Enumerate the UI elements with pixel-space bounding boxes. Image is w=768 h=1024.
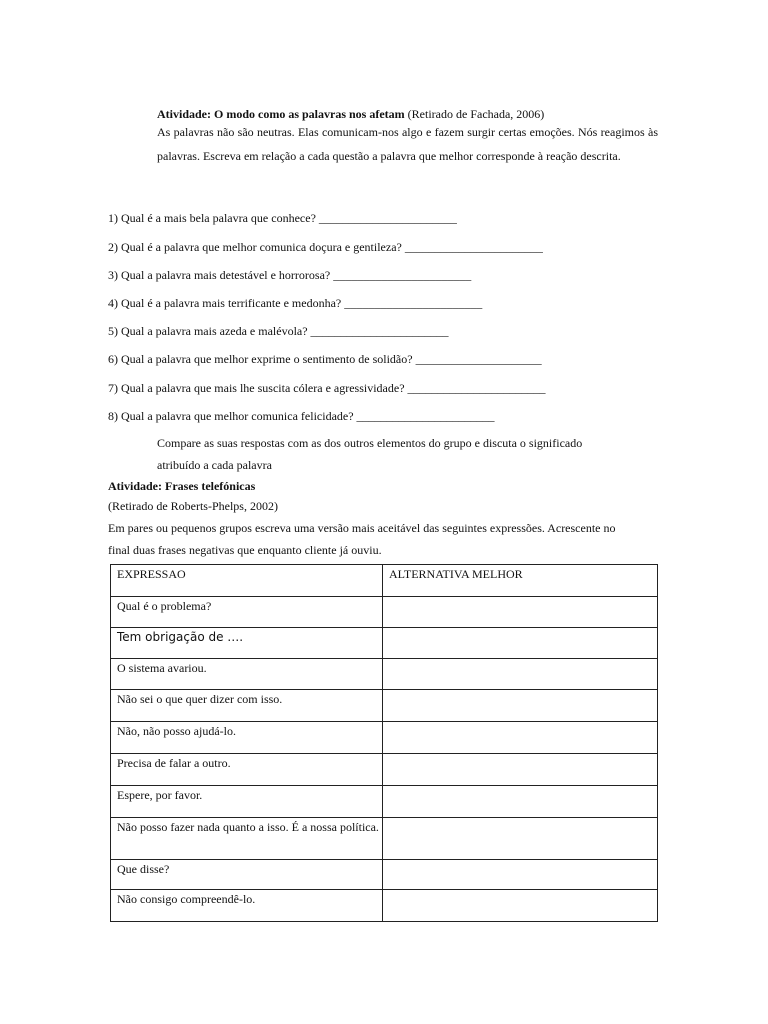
question-item: 7) Qual a palavra que mais lhe suscita cólera e agressividade? _______________________ [108,381,546,395]
question-item: 6) Qual a palavra que melhor exprime o sentimento de solidão? _____________________ [108,352,542,366]
table-header-row [111,565,658,597]
table-cell-alternative[interactable] [383,597,658,628]
activity2-title: Atividade: Frases telefónicas [108,479,256,493]
activity2-source: (Retirado de Roberts-Phelps, 2002) [108,499,278,513]
question-item: 5) Qual a palavra mais azeda e malévola? _______________________ [108,324,449,338]
question-item: 1) Qual é a mais bela palavra que conhece? _______________________ [108,211,457,225]
activity1-intro: As palavras não são neutras. Elas comunicam-nos algo e fazem surgir certas emoções. Nós reagimos às palavras. Escreva em relação a cada questão a palavra que melhor corresponde à reação descrita. [157,125,658,163]
table-cell-expression: Precisa de falar a outro. [111,754,383,786]
table-row [111,597,658,628]
activity2-instructions-line1: Em pares ou pequenos grupos escreva uma versão mais aceitável das seguintes expressões. Acrescente no [108,521,616,535]
table-row [111,818,658,860]
table-row [111,860,658,890]
table-cell-alternative[interactable] [383,659,658,690]
table-cell-alternative[interactable] [383,890,658,922]
table-row [111,690,658,722]
activity2-instructions-line2: final duas frases negativas que enquanto cliente já ouviu. [108,543,382,557]
table-cell-alternative[interactable] [383,786,658,818]
question-item: 8) Qual a palavra que melhor comunica felicidade? _______________________ [108,409,495,423]
activity1-heading [157,107,544,121]
table-cell-expression: O sistema avariou. [111,659,383,690]
table-row [111,890,658,922]
activity1-title: Atividade: O modo como as palavras nos afetam [157,107,405,121]
table-cell-expression: Não consigo compreendê-lo. [111,890,383,922]
table-header-alternative: ALTERNATIVA MELHOR [383,565,658,597]
table-cell-expression: Não posso fazer nada quanto a isso. É a nossa política. [111,818,383,860]
table-row [111,628,658,659]
activity1-closing-line2: atribuído a cada palavra [157,458,272,472]
question-item: 4) Qual é a palavra mais terrificante e medonha? _______________________ [108,296,483,310]
table-cell-expression: Não, não posso ajudá-lo. [111,722,383,754]
table-cell-expression: Qual é o problema? [111,597,383,628]
activity1-closing-line1: Compare as suas respostas com as dos outros elementos do grupo e discuta o significado [157,436,583,450]
question-item: 3) Qual a palavra mais detestável e horrorosa? _______________________ [108,268,472,282]
expressions-table [110,564,658,922]
table-row [111,722,658,754]
table-cell-alternative[interactable] [383,754,658,786]
table-cell-expression: Não sei o que quer dizer com isso. [111,690,383,722]
activity1-source: (Retirado de Fachada, 2006) [404,107,545,121]
table-cell-alternative[interactable] [383,690,658,722]
question-item: 2) Qual é a palavra que melhor comunica doçura e gentileza? _______________________ [108,240,543,254]
table-cell-expression: Espere, por favor. [111,786,383,818]
table-cell-expression: Que disse? [111,860,383,890]
table-row [111,754,658,786]
table-header-expression: EXPRESSAO [111,565,383,597]
table-row [111,786,658,818]
table-row [111,659,658,690]
table-cell-alternative[interactable] [383,628,658,659]
table-cell-alternative[interactable] [383,818,658,860]
table-cell-expression: Tem obrigação de …. [111,628,383,659]
table-cell-alternative[interactable] [383,860,658,890]
table-cell-alternative[interactable] [383,722,658,754]
